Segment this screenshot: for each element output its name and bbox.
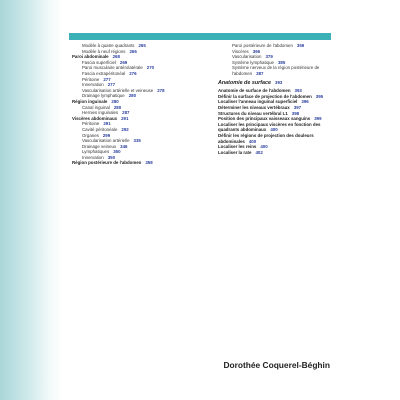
- toc-right-column: [218, 43, 330, 155]
- toc-entry-page: 350: [107, 154, 116, 160]
- toc-entry-page: 398: [291, 110, 300, 116]
- toc-entry-page: 270: [146, 65, 155, 71]
- toc-entry-title: Paroi abdominale: [72, 54, 109, 60]
- toc-entry-page: 287: [122, 110, 130, 116]
- toc-entry-page: 399: [314, 116, 322, 122]
- toc-entry-title: Vascularisation artérielle et veineuse: [82, 87, 154, 93]
- toc-entry-page: 280: [111, 98, 119, 104]
- toc-entry-title: Drainage veineux: [82, 143, 117, 149]
- toc-entry-page: 359: [296, 43, 305, 48]
- toc-entry-page: 395: [315, 93, 324, 99]
- toc-entry-title: Paroi postérieure de l'abdomen: [232, 43, 293, 48]
- toc-entry-page: 280: [128, 93, 137, 99]
- toc-entry-title: Système lymphatique: [232, 59, 274, 65]
- toc-entry-page: 358: [145, 160, 153, 166]
- toc-entry[interactable]: [218, 150, 330, 156]
- toc-entry[interactable]: [72, 160, 210, 166]
- toc-entry-title: Viscères: [232, 48, 249, 54]
- toc-entry-page: 278: [157, 87, 165, 93]
- toc-entry-title: Fascia extrapéritonéal: [82, 70, 126, 76]
- side-gradient-strip: [0, 0, 62, 400]
- section-heading: [218, 80, 330, 87]
- toc-entry-title: Région inguinale: [72, 98, 108, 104]
- toc-entry-page: 291: [103, 121, 111, 127]
- toc-entry-title: Drainage lymphatique: [82, 93, 125, 99]
- toc-right-top-list: [218, 43, 330, 77]
- toc-entry-page: 277: [107, 82, 116, 88]
- toc-entry-title: Modèle à neuf régions: [82, 48, 126, 54]
- toc-entry-title: Localiser la rate: [218, 149, 252, 155]
- toc-entry-title: Cavité péritonéale: [82, 126, 118, 132]
- toc-entry-title: Modèle à quatre quadrants: [82, 43, 135, 48]
- toc-entry-title: Péritoine: [82, 76, 100, 82]
- toc-entry-page: 379: [265, 54, 273, 60]
- toc-entry-title: Péritoine: [82, 121, 100, 127]
- toc-entry-title: Anatomie de surface de l'abdomen: [218, 88, 291, 94]
- toc-entry-page: 268: [112, 54, 120, 60]
- toc-entry-title: Innervation: [82, 154, 104, 160]
- toc-entry[interactable]: [218, 122, 330, 133]
- toc-entry-title: Vascularisation artérielle: [82, 138, 130, 144]
- toc-entry-title: Paroi musculaire antérolatérale: [82, 65, 143, 71]
- toc-entry-title: Région postérieure de l'abdomen: [72, 160, 142, 166]
- toc-entry-page: 269: [119, 59, 128, 65]
- toc-entry-page: 400: [248, 138, 257, 144]
- toc-entry-title: Système nerveux de la région postérieure de l'abdomen: [232, 65, 320, 76]
- toc-entry-page: 400: [260, 144, 268, 150]
- toc-entry-page: 335: [133, 138, 141, 144]
- toc-entry-page: 393: [294, 88, 302, 94]
- toc-entry-page: 366: [252, 48, 261, 54]
- toc-entry-title: Déterminer les niveaux vertébraux: [218, 104, 290, 110]
- toc-entry-title: Organes: [82, 132, 99, 138]
- toc-entry-page: 397: [293, 104, 302, 110]
- toc-entry-title: Vascularisation: [232, 54, 262, 60]
- toc-entry-page: 280: [113, 104, 122, 110]
- toc-entry-page: 292: [121, 126, 129, 132]
- toc-entry-title: Définir les régions de projection des douleurs abdominales: [218, 132, 314, 144]
- toc-entry-page: 277: [103, 76, 111, 82]
- toc-entry-title: Canal inguinal: [82, 104, 110, 110]
- toc-entry-title: Innervation: [82, 82, 104, 88]
- toc-right-bottom-list: [218, 88, 330, 155]
- toc-entry-title: Fascia superficiel: [82, 59, 116, 65]
- toc-entry-page: 346: [120, 143, 128, 149]
- toc-entry-title: Position des principaux vaisseaux sanguins: [218, 116, 311, 122]
- toc-entry-title: Définir la surface de projection de l'abdomen: [218, 93, 312, 99]
- header-accent-bar: [69, 33, 331, 40]
- section-heading-title: Anatomie de surface: [218, 79, 272, 86]
- toc-entry-page: 266: [129, 48, 137, 54]
- toc-entry-title: Hernies inguinales: [82, 110, 119, 116]
- toc-entry-title: Lymphatiques: [82, 149, 110, 155]
- toc-left-column: [72, 43, 210, 166]
- toc-entry-page: 350: [113, 149, 121, 155]
- toc-entry-page: 276: [129, 70, 137, 76]
- toc-entry-page: 299: [102, 132, 111, 138]
- toc-entry-page: 400: [270, 127, 278, 133]
- toc-entry-title: Localiser les principaux viscères en fonction des quadrants abdominaux: [218, 121, 321, 133]
- toc-entry[interactable]: [218, 65, 330, 76]
- toc-entry-title: Structures du niveau vertébral L1: [218, 110, 288, 116]
- toc-entry-title: Localiser l'anneau inguinal superficiel: [218, 99, 298, 105]
- toc-entry-page: 385: [277, 59, 286, 65]
- toc-entry[interactable]: [218, 133, 330, 144]
- toc-entry-title: Viscères abdominaux: [72, 115, 118, 121]
- toc-entry-page: 291: [121, 115, 129, 121]
- toc-entry-page: 396: [301, 99, 309, 105]
- section-heading-page: 393: [275, 79, 283, 85]
- toc-entry-title: Localiser les reins: [218, 144, 257, 150]
- toc-entry-page: 265: [138, 43, 146, 48]
- toc-entry-page: 387: [256, 70, 264, 76]
- author-name: Dorothée Coquerel-Béghin: [223, 360, 330, 370]
- toc-entry-page: 402: [255, 149, 263, 155]
